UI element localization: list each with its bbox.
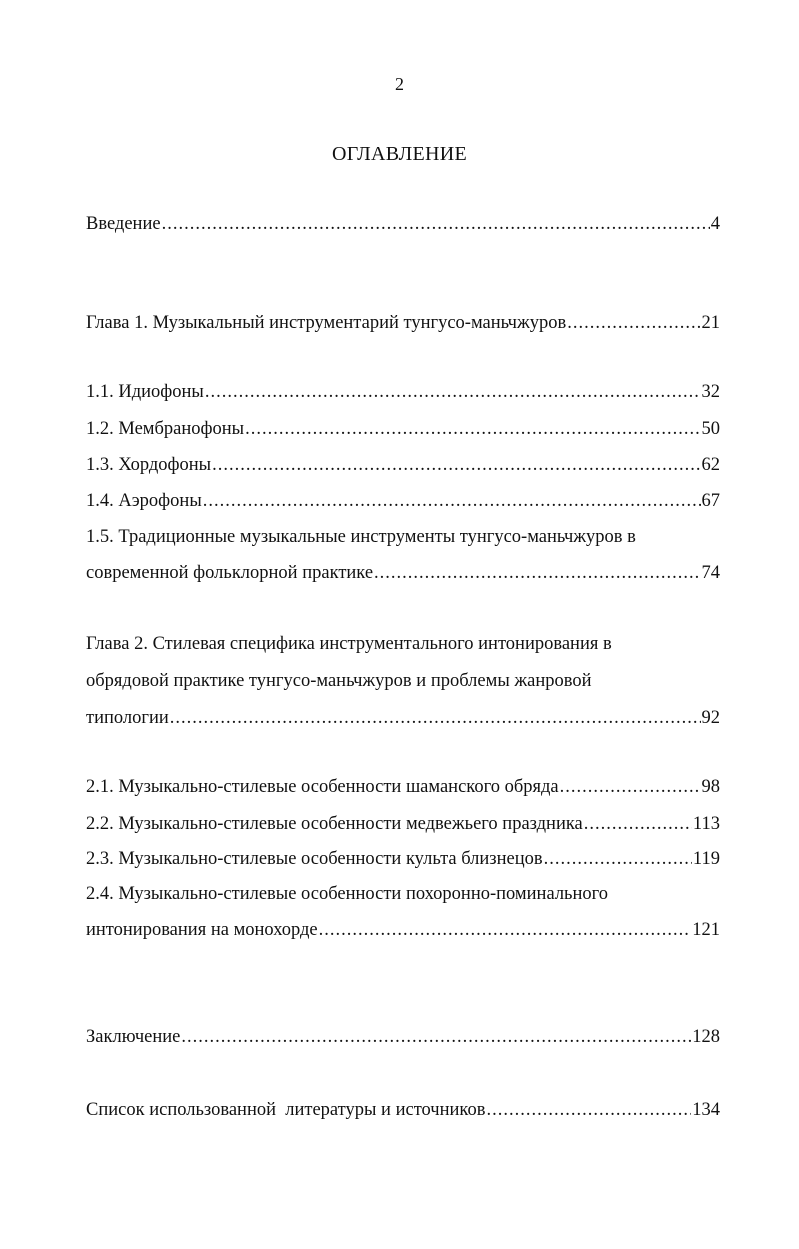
- toc-entry-page: 121: [692, 920, 720, 940]
- toc-entry-section-1-4[interactable]: [86, 489, 720, 513]
- dot-leader: [567, 311, 700, 335]
- toc-entry-section-2-2[interactable]: [86, 812, 720, 836]
- toc-entry-section-1-2[interactable]: [86, 417, 720, 441]
- toc-entry-label-line-1: 1.5. Традиционные музыкальные инструменты тунгусо-маньчжуров в: [86, 527, 636, 547]
- toc-entry-conclusion[interactable]: [86, 1025, 720, 1049]
- dot-leader: [203, 489, 701, 513]
- dot-leader: [162, 212, 710, 236]
- page-number: 2: [395, 74, 404, 94]
- toc-entry-page: 50: [701, 419, 720, 439]
- toc-entry-page: 21: [701, 313, 720, 333]
- toc-entry-section-2-1[interactable]: [86, 775, 720, 799]
- toc-entry-section-2-3[interactable]: [86, 847, 720, 871]
- toc-entry-label: Список использованной литературы и источников: [86, 1100, 486, 1120]
- toc-entry-label: 1.2. Мембранофоны: [86, 419, 245, 439]
- dot-leader: [374, 561, 700, 585]
- toc-entry-label: 1.1. Идиофоны: [86, 382, 204, 402]
- toc-entry-section-1-3[interactable]: [86, 453, 720, 477]
- toc-entry-label-line-3: типологии: [86, 708, 169, 728]
- toc-entry-page: 128: [692, 1027, 720, 1047]
- toc-entry-page: 134: [692, 1100, 720, 1120]
- toc-entry-page: 98: [701, 777, 720, 797]
- toc-entry-label-line-1: 2.4. Музыкально-стилевые особенности похоронно-поминального: [86, 884, 609, 904]
- toc-entry-label-line-1: Глава 2. Стилевая специфика инструментального интонирования в: [86, 634, 612, 654]
- dot-leader: [170, 706, 701, 730]
- dot-leader: [205, 380, 701, 404]
- toc-title: ОГЛАВЛЕНИЕ: [332, 143, 467, 165]
- toc-entry-label: 1.4. Аэрофоны: [86, 491, 202, 511]
- toc-entry-page: 113: [692, 814, 720, 834]
- toc-entry-chapter-2[interactable]: [86, 632, 720, 730]
- toc-entry-page: 119: [692, 849, 720, 869]
- toc-entry-page: 32: [701, 382, 720, 402]
- toc-entry-label-line-2: обрядовой практике тунгусо-маньчжуров и проблемы жанровой: [86, 671, 592, 691]
- dot-leader: [319, 918, 692, 942]
- toc-entry-label: 2.1. Музыкально-стилевые особенности шаманского обряда: [86, 777, 559, 797]
- toc-entry-label: Глава 1. Музыкальный инструментарий тунгусо-маньчжуров: [86, 313, 567, 333]
- dot-leader: [544, 847, 692, 871]
- toc-entry-page: 4: [710, 214, 720, 234]
- toc-entry-page: 67: [701, 491, 720, 511]
- toc-entry-chapter-1[interactable]: [86, 311, 720, 335]
- toc-entry-section-1-5[interactable]: [86, 525, 720, 585]
- dot-leader: [245, 417, 700, 441]
- toc-entry-label-line-2: интонирования на монохорде: [86, 920, 318, 940]
- toc-entry-introduction[interactable]: [86, 212, 720, 236]
- dot-leader: [486, 1098, 691, 1122]
- toc-entry-label: 2.2. Музыкально-стилевые особенности медвежьего праздника: [86, 814, 583, 834]
- toc-entry-bibliography[interactable]: [86, 1098, 720, 1122]
- toc-entry-section-2-4[interactable]: [86, 882, 720, 942]
- dot-leader: [181, 1025, 691, 1049]
- toc-entry-page: 74: [701, 563, 720, 583]
- dot-leader: [212, 453, 700, 477]
- toc-entry-label: Заключение: [86, 1027, 181, 1047]
- toc-entry-label-line-2: современной фольклорной практике: [86, 563, 374, 583]
- toc-entry-label: Введение: [86, 214, 161, 234]
- toc-entry-section-1-1[interactable]: [86, 380, 720, 404]
- toc-entry-page: 92: [701, 708, 720, 728]
- dot-leader: [584, 812, 692, 836]
- toc-entry-label: 1.3. Хордофоны: [86, 455, 212, 475]
- toc-entry-label: 2.3. Музыкально-стилевые особенности культа близнецов: [86, 849, 543, 869]
- dot-leader: [560, 775, 701, 799]
- toc-entry-page: 62: [701, 455, 720, 475]
